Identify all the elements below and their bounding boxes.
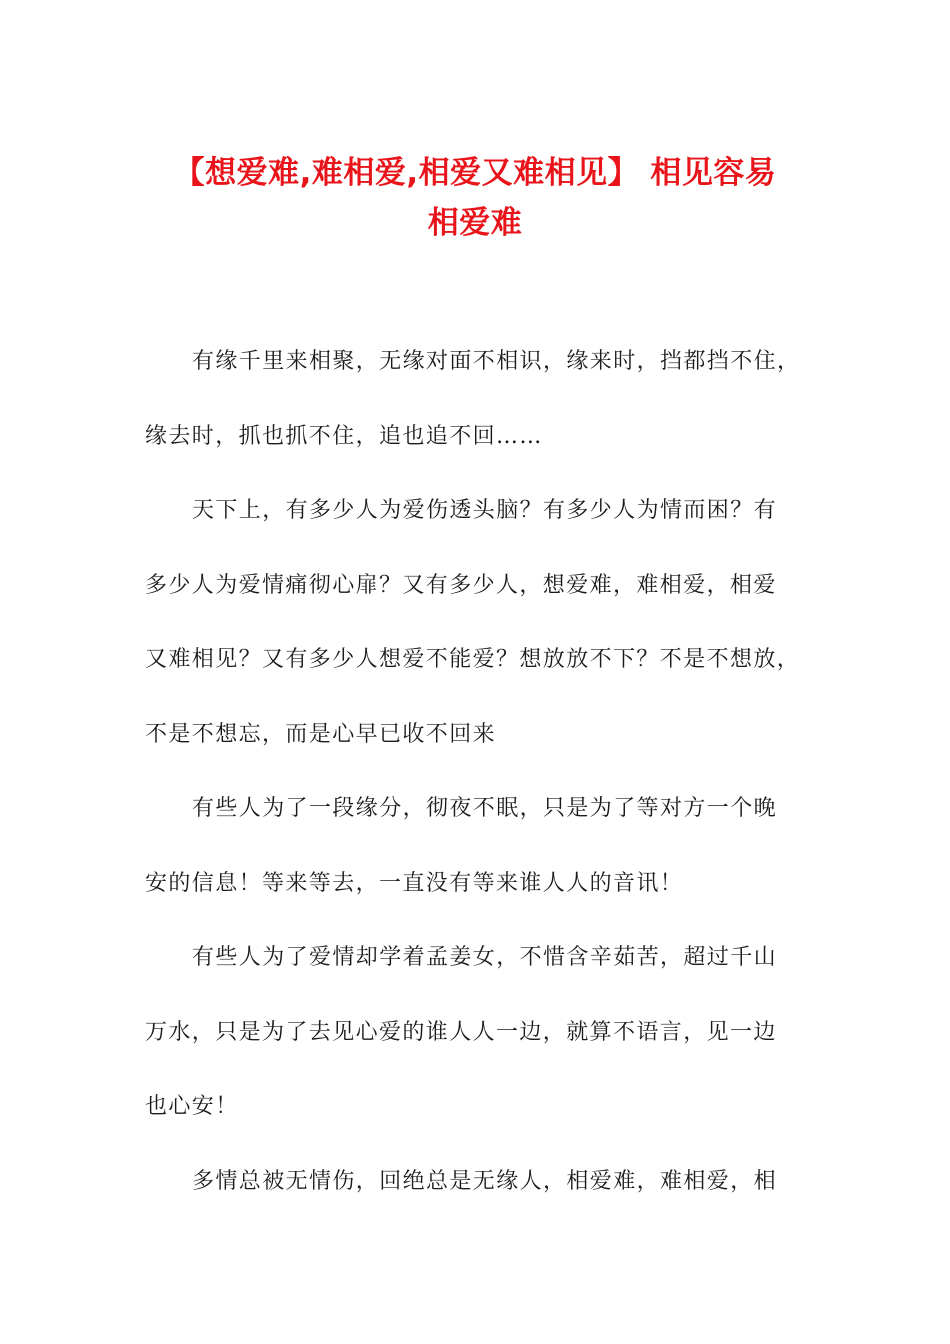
paragraph-line: 缘去时，抓也抓不住，追也追不回…… bbox=[145, 423, 543, 449]
paragraph-line: 有些人为了爱情却学着孟姜女，不惜含辛茹苦，超过千山 bbox=[192, 945, 778, 970]
paragraph-4 bbox=[145, 921, 810, 1145]
paragraph-line: 不是不想忘，而是心早已收不回来 bbox=[145, 721, 497, 747]
paragraph-line: 多少人为爱情痛彻心扉？又有多少人，想爱难，难相爱，相爱 bbox=[145, 572, 777, 598]
document-body bbox=[145, 325, 810, 1219]
paragraph-1 bbox=[145, 325, 810, 474]
paragraph-line: 也心安！ bbox=[145, 1094, 239, 1119]
paragraph-line: 有缘千里来相聚，无缘对面不相识，缘来时，挡都挡不住， bbox=[192, 349, 801, 374]
paragraph-line: 又难相见？又有多少人想爱不能爱？想放放不下？不是不想放， bbox=[145, 647, 801, 672]
paragraph-line: 天下上，有多少人为爱伤透头脑？有多少人为情而困？有 bbox=[192, 498, 778, 523]
paragraph-line: 有些人为了一段缘分，彻夜不眠，只是为了等对方一个晚 bbox=[192, 796, 778, 821]
title-line-1: 【想爱难,难相爱,相爱又难相见】 相见容易 bbox=[173, 155, 777, 191]
paragraph-2 bbox=[145, 474, 810, 772]
paragraph-line: 多情总被无情伤，回绝总是无缘人，相爱难，难相爱，相 bbox=[192, 1168, 778, 1194]
document-title bbox=[100, 148, 850, 248]
title-line-2: 相爱难 bbox=[427, 205, 523, 241]
paragraph-3 bbox=[145, 772, 810, 921]
paragraph-line: 万水，只是为了去见心爱的谁人人一边，就算不语言，见一边 bbox=[145, 1019, 777, 1045]
paragraph-5 bbox=[145, 1145, 810, 1220]
paragraph-line: 安的信息！等来等去，一直没有等来谁人人的音讯！ bbox=[145, 870, 684, 896]
